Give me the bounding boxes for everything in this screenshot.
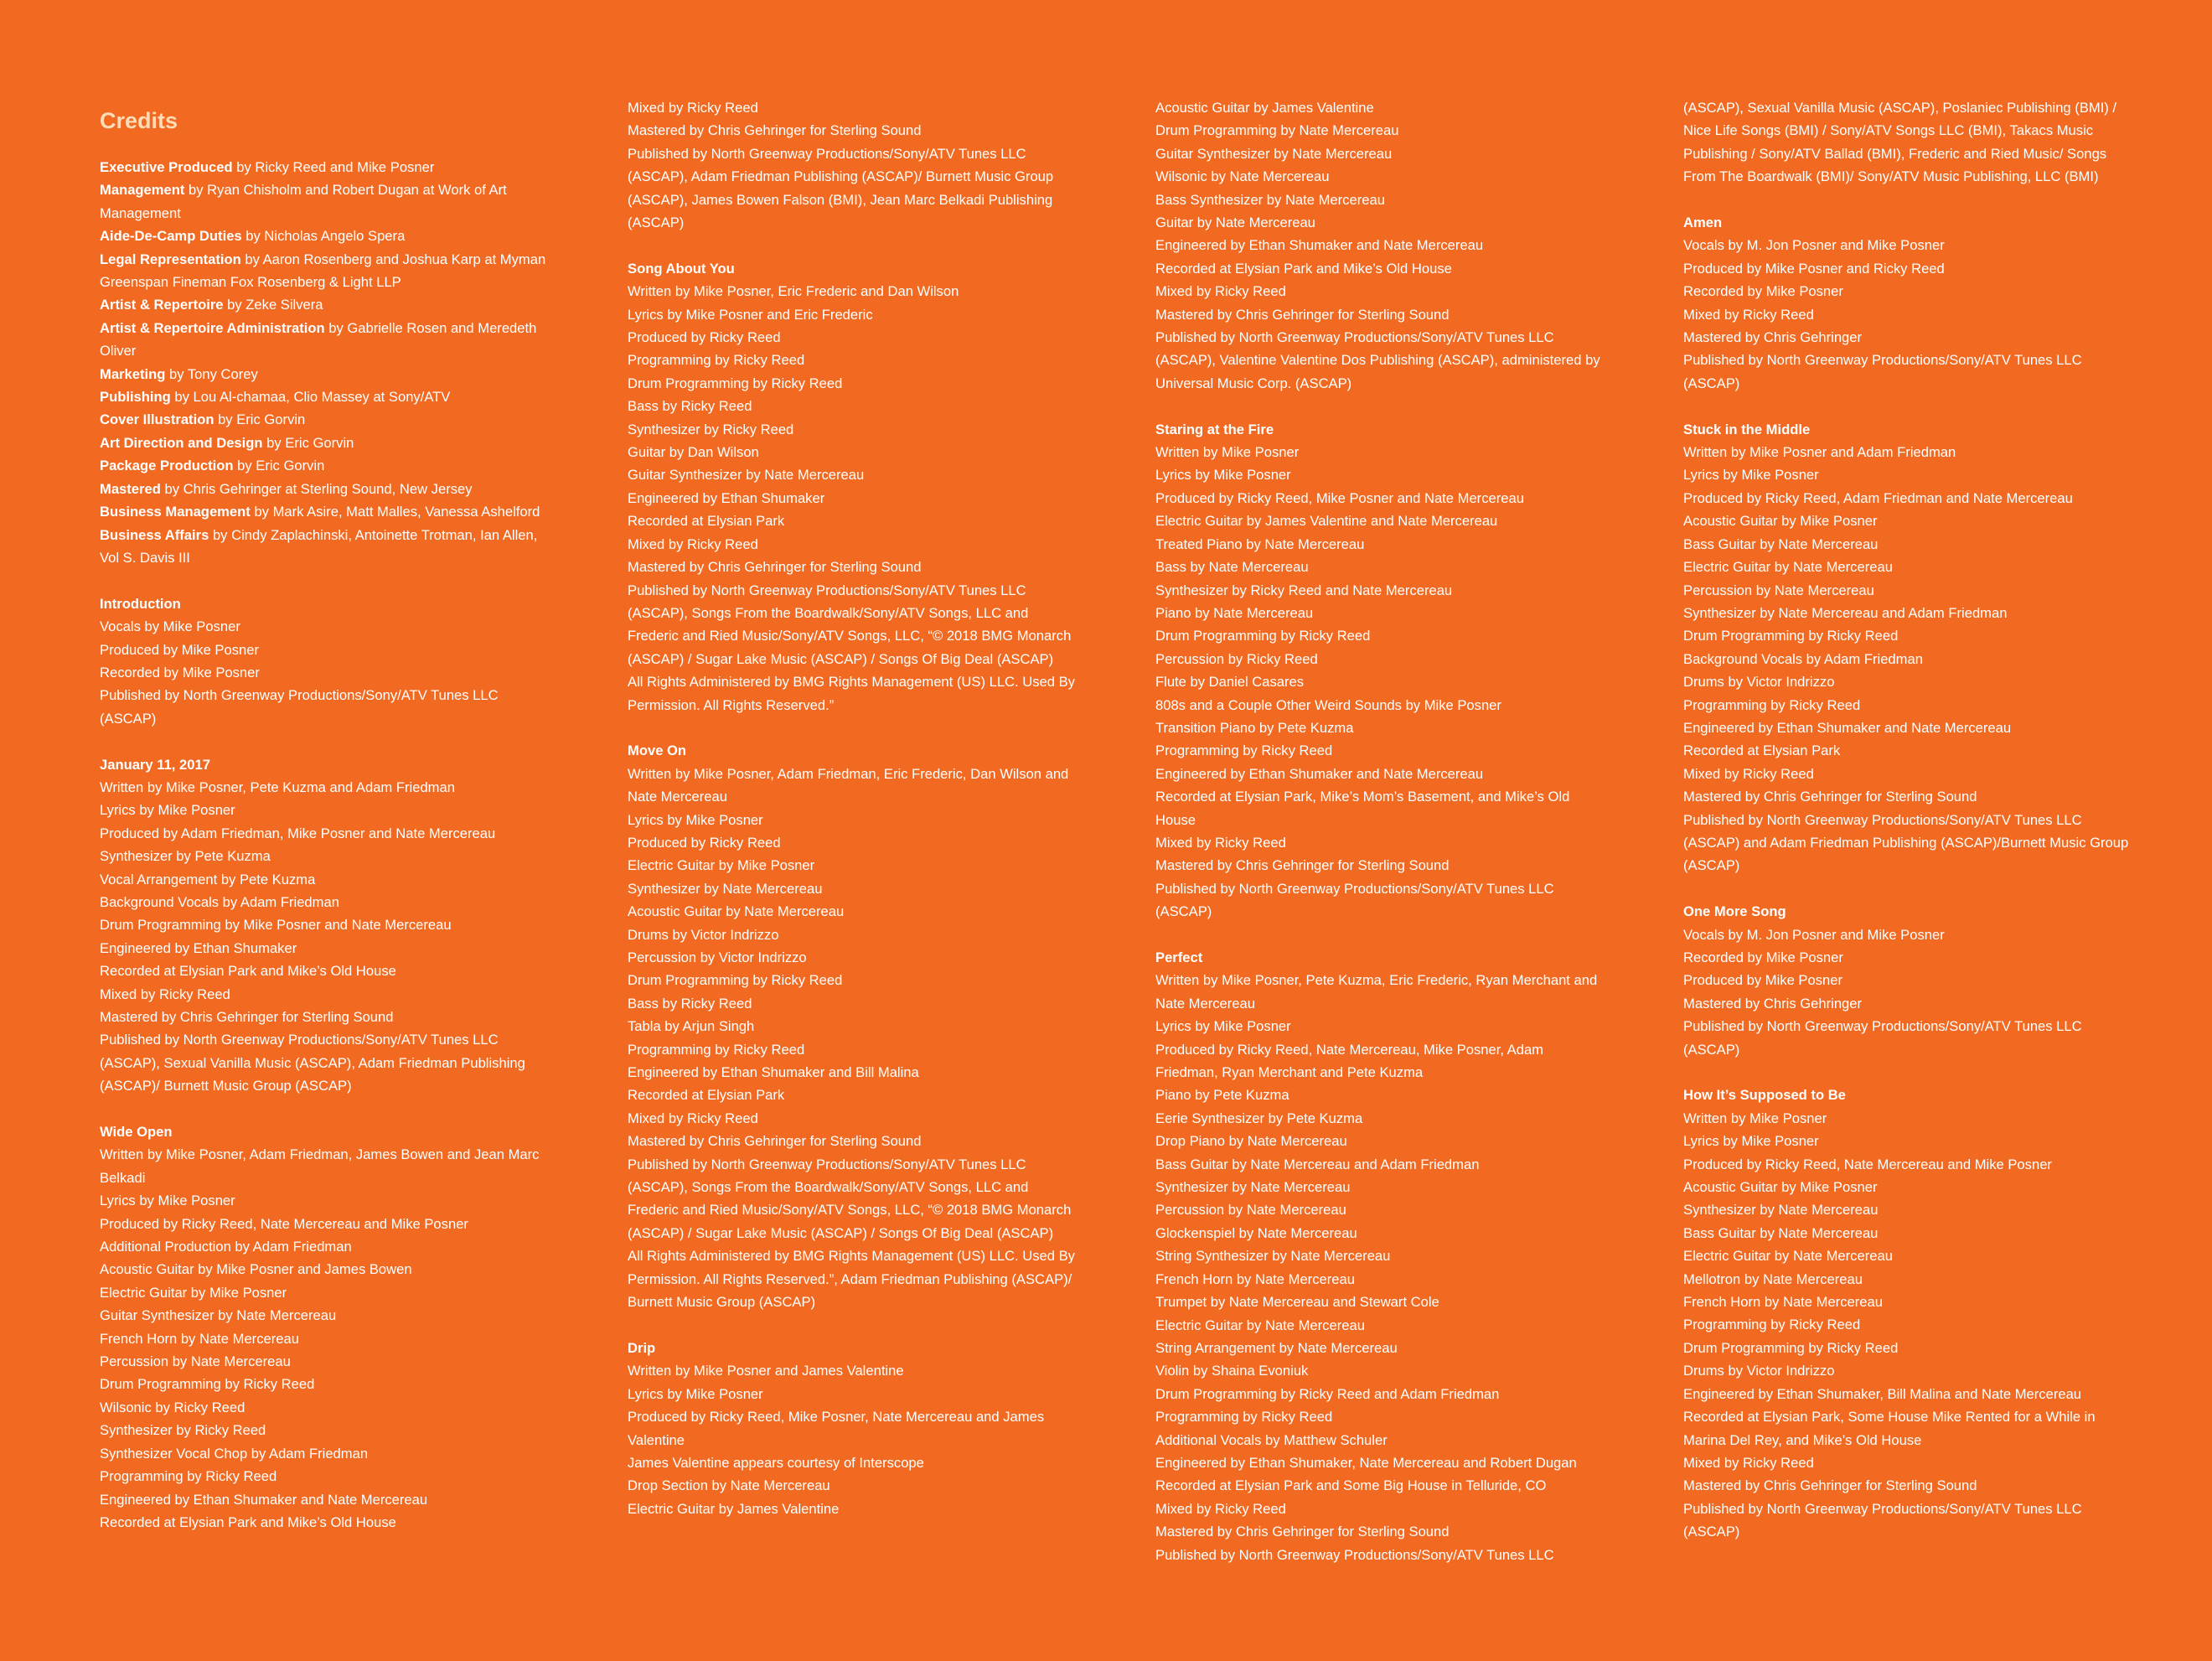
column-sections [1155,96,1608,1566]
credit-line: Recorded at Elysian Park and Mike’s Old House [100,963,396,980]
credit-line: Acoustic Guitar by Nate Mercereau [628,903,845,920]
song-section [1683,1084,2136,1543]
credit-line [100,179,552,225]
credit-line: Acoustic Guitar by Mike Posner and James Bowen [100,1261,412,1278]
credits-column-4 [1683,96,2136,1566]
credit-line: Mastered by Chris Gehringer for Sterling Sound [628,1133,922,1150]
credit-line: Lyrics by Mike Posner [100,1193,235,1209]
song-section [100,592,552,730]
credit-line: Violin by Shaina Evoniuk [1155,1363,1309,1379]
credit-line: Written by Mike Posner, Eric Frederic and Dan Wilson [628,283,959,300]
credit-line: Mastered by Chris Gehringer [1683,329,1863,346]
credit-line: Drop Piano by Nate Mercereau [1155,1133,1347,1150]
credit-text: by Ryan Chisholm and Robert Dugan at Work of Art Management [100,182,507,221]
credit-line: Guitar Synthesizer by Nate Mercereau [1155,145,1393,162]
credit-line: Published by North Greenway Productions/Sony/ATV Tunes LLC (ASCAP), Valentine Valentine Dos Publishing (ASCAP), administered by Universal Music Corp. (ASCAP) [1155,329,1600,391]
credit-role: Business Affairs [100,526,209,543]
credit-text: by Eric Gorvin [233,458,325,474]
credit-line: Mellotron by Nate Mercereau [1683,1270,1863,1287]
credit-line [100,293,552,316]
credit-line: Synthesizer by Nate Mercereau [1155,1179,1351,1196]
credit-line: Bass by Ricky Reed [628,398,752,415]
credit-line: Bass Guitar by Nate Mercereau and Adam Friedman [1155,1156,1480,1172]
credit-line: Lyrics by Mike Posner [1155,1018,1291,1035]
credit-role: Artist & Repertoire [100,297,224,313]
credit-line: Bass by Ricky Reed [628,995,752,1012]
credit-line: Tabla by Arjun Singh [628,1018,755,1035]
credit-line: Wilsonic by Nate Mercereau [1155,168,1330,185]
credit-line: Vocals by M. Jon Posner and Mike Posner [1683,926,1945,943]
credit-line: Drum Programming by Ricky Reed [1155,628,1371,644]
credit-line: Published by North Greenway Productions/Sony/ATV Tunes LLC (ASCAP) [1683,1500,2082,1540]
credit-line: Flute by Daniel Casares [1155,674,1305,691]
credit-line: Mixed by Ricky Reed [1155,283,1286,300]
credit-role: Publishing [100,389,171,406]
credit-line: Acoustic Guitar by James Valentine [1155,100,1374,116]
credit-line: Lyrics by Mike Posner [1683,1133,1819,1150]
credit-line: Written by Mike Posner [1155,444,1300,461]
credit-line: Electric Guitar by James Valentine and Nate Mercereau [1155,513,1498,530]
credit-line: Recorded at Elysian Park and Some Big House in Telluride, CO [1155,1477,1547,1494]
credit-line: French Horn by Nate Mercereau [1155,1270,1355,1287]
credit-line: Bass Guitar by Nate Mercereau [1683,536,1879,552]
credit-line: Drums by Victor Indrizzo [1683,674,1835,691]
credit-line [100,524,552,570]
song-section [1683,96,2136,189]
song-title: One More Song [1683,903,1786,920]
credit-text: by Aaron Rosenberg and Joshua Karp at Myman Greenspan Fineman Fox Rosenberg & Light LLP [100,251,546,291]
song-title: Amen [1683,215,1723,231]
credit-line: Written by Mike Posner, Adam Friedman, Eric Frederic, Dan Wilson and Nate Mercereau [628,765,1069,805]
credit-line: Vocals by M. Jon Posner and Mike Posner [1683,237,1945,254]
credit-line: Produced by Ricky Reed [628,834,781,851]
credit-line: Mixed by Ricky Reed [628,100,758,116]
song-section [1155,946,1608,1566]
song-title: Perfect [1155,950,1203,965]
credit-line: Engineered by Ethan Shumaker and Bill Malina [628,1064,919,1081]
credit-line [100,363,552,385]
credit-line: Vocal Arrangement by Pete Kuzma [100,871,316,887]
credit-line: String Synthesizer by Nate Mercereau [1155,1248,1391,1265]
credit-role: Business Management [100,504,251,520]
song-title: Wide Open [100,1124,173,1141]
credit-line: Drums by Victor Indrizzo [628,926,779,943]
credit-line: Synthesizer by Ricky Reed [628,421,794,437]
song-section [1155,96,1608,395]
credit-line: Engineered by Ethan Shumaker [628,489,825,506]
credit-role: Aide-De-Camp Duties [100,228,242,245]
credit-text: by Tony Corey [165,365,258,382]
song-section [628,96,1080,234]
credit-line: Written by Mike Posner and James Valentine [628,1363,904,1379]
credit-line: Wilsonic by Ricky Reed [100,1399,245,1415]
credit-line: French Horn by Nate Mercereau [100,1330,299,1347]
credit-line [100,156,552,179]
credit-line: Engineered by Ethan Shumaker and Nate Mercereau [100,1491,428,1508]
credit-line: Published by North Greenway Productions/Sony/ATV Tunes LLC (ASCAP) [1683,1018,2082,1058]
credit-line: Lyrics by Mike Posner [1683,467,1819,484]
song-title: January 11, 2017 [100,756,210,773]
credit-line: Eerie Synthesizer by Pete Kuzma [1155,1110,1363,1126]
song-title: Song About You [628,260,735,277]
credit-role: Cover Illustration [100,411,214,428]
song-title: Drip [628,1339,656,1356]
credit-line: Drum Programming by Mike Posner and Nate Mercereau [100,917,452,934]
credits-column-2 [628,96,1080,1544]
credit-line: Drum Programming by Ricky Reed [628,972,843,989]
credit-line: Written by Mike Posner and Adam Friedman [1683,444,1956,461]
credit-line: Mastered by Chris Gehringer for Sterling Sound [628,559,922,576]
credit-line [100,248,552,294]
credit-line [100,385,552,408]
credit-text: by Eric Gorvin [214,411,306,428]
credit-line: Recorded at Elysian Park, Some House Mike Rented for a While in Marina Del Rey, and Mike’s Old House [1683,1409,2096,1448]
column-sections [1683,96,2136,1544]
credit-line: Produced by Ricky Reed, Mike Posner and Nate Mercereau [1155,489,1524,506]
credit-line: Engineered by Ethan Shumaker and Nate Mercereau [1155,237,1484,254]
credit-line: Drums by Victor Indrizzo [1683,1363,1835,1379]
song-title: Move On [628,743,687,759]
credit-line: Published by North Greenway Productions/Sony/ATV Tunes LLC (ASCAP) [1155,880,1554,920]
credit-line: Lyrics by Mike Posner and Eric Frederic [628,306,873,323]
credit-line: Mixed by Ricky Reed [628,536,758,552]
credit-line: Lyrics by Mike Posner [100,802,235,819]
credit-line: Electric Guitar by Nate Mercereau [1155,1317,1365,1333]
credit-line: Recorded by Mike Posner [1683,949,1843,965]
song-section [1683,418,2136,877]
credit-line: 808s and a Couple Other Weird Sounds by Mike Posner [1155,696,1501,713]
credit-role: Legal Representation [100,251,241,267]
credit-line: Drum Programming by Ricky Reed [1683,628,1899,644]
credit-line: Acoustic Guitar by Mike Posner [1683,1179,1878,1196]
credit-line: Mastered by Chris Gehringer for Sterling Sound [1683,1477,1977,1494]
credit-line: Produced by Ricky Reed, Nate Mercereau and Mike Posner [100,1215,468,1232]
credit-line: Mixed by Ricky Reed [100,986,230,1002]
credit-line: Programming by Ricky Reed [628,352,805,369]
song-section [628,1337,1080,1520]
song-section [628,257,1080,717]
credit-line: Mixed by Ricky Reed [1683,1454,1814,1471]
credit-text: by Cindy Zaplachinski, Antoinette Trotman, Ian Allen, Vol S. Davis III [100,526,538,566]
credit-line: Drum Programming by Ricky Reed [628,375,843,391]
credit-line: Background Vocals by Adam Friedman [100,893,339,910]
song-section [100,753,552,1098]
credit-line: Drum Programming by Ricky Reed and Adam Friedman [1155,1385,1500,1402]
song-title: How It’s Supposed to Be [1683,1087,1846,1104]
credit-line: Produced by Mike Posner [1683,972,1843,989]
credit-line: Recorded at Elysian Park [628,513,785,530]
credit-line: Recorded by Mike Posner [1683,283,1843,300]
credit-role: Executive Produced [100,159,233,175]
credit-line: Piano by Pete Kuzma [1155,1087,1289,1104]
credit-line: Engineered by Ethan Shumaker [100,939,297,956]
credit-line: Recorded at Elysian Park and Mike’s Old House [1155,260,1452,277]
credit-text: by Nicholas Angelo Spera [241,228,406,245]
credit-line: String Arrangement by Nate Mercereau [1155,1339,1398,1356]
credit-role: Mastered [100,480,161,497]
song-title: Introduction [100,595,181,612]
credit-text: by Zeke Silvera [223,297,323,313]
credit-line: Electric Guitar by James Valentine [628,1500,840,1517]
credit-line: Engineered by Ethan Shumaker and Nate Mercereau [1155,765,1484,782]
credit-line: James Valentine appears courtesy of Interscope [628,1454,924,1471]
credit-line: Bass Guitar by Nate Mercereau [1683,1224,1879,1241]
credit-line: Published by North Greenway Productions/Sony/ATV Tunes LLC (ASCAP), Adam Friedman Publishing (ASCAP)/ Burnett Music Group (ASCAP), James Bowen Falson (BMI), Jean Marc Belkadi Publishing (ASCAP) [628,145,1054,231]
credit-line: Programming by Ricky Reed [628,1041,805,1058]
song-title: Stuck in the Middle [1683,421,1811,437]
credit-line: Guitar Synthesizer by Nate Mercereau [100,1307,337,1324]
credit-line: Programming by Ricky Reed [1683,1317,1861,1333]
credits-column-1 [100,96,552,1557]
credit-line: Programming by Ricky Reed [1155,1409,1333,1426]
credit-line: Guitar by Nate Mercereau [1155,215,1315,231]
song-section [100,1120,552,1534]
credit-line: Mastered by Chris Gehringer for Sterling Sound [100,1009,394,1025]
credit-line: Lyrics by Mike Posner [628,811,763,828]
credit-line: Mixed by Ricky Reed [1683,306,1814,323]
credit-line: Recorded at Elysian Park [1683,743,1841,759]
credit-line: Glockenspiel by Nate Mercereau [1155,1224,1357,1241]
credit-line: Synthesizer by Pete Kuzma [100,848,271,865]
credit-line: Published by North Greenway Productions/Sony/ATV Tunes LLC (ASCAP) [100,687,499,727]
credit-line: Published by North Greenway Productions/Sony/ATV Tunes LLC (ASCAP) and Adam Friedman Publishing (ASCAP)/Burnett Music Group (ASCAP) [1683,811,2129,874]
credit-line [100,500,552,523]
credit-line: Produced by Adam Friedman, Mike Posner and Nate Mercereau [100,825,496,841]
song-section [1683,211,2136,395]
credit-line: Electric Guitar by Mike Posner [628,857,815,874]
credit-line: Produced by Mike Posner [100,641,260,658]
credit-line: Written by Mike Posner, Pete Kuzma and Adam Friedman [100,779,455,795]
credit-line: (ASCAP), Sexual Vanilla Music (ASCAP), Poslaniec Publishing (BMI) / Nice Life Songs (BMI) / Sony/ATV Songs LLC (BMI), Takacs Music Publishing / Sony/ATV Ballad (BMI), Frederic and Ried Music/ Songs From The Boardwalk (BMI)/ Sony/ATV Music Publishing, LLC (BMI) [1683,100,2117,185]
credit-line: Trumpet by Nate Mercereau and Stewart Cole [1155,1294,1439,1311]
credit-line: Transition Piano by Pete Kuzma [1155,719,1354,736]
credit-line: Lyrics by Mike Posner [628,1385,763,1402]
credit-line: Programming by Ricky Reed [1155,743,1333,759]
credit-line: Mastered by Chris Gehringer for Sterling Sound [1155,1524,1450,1540]
credit-line: French Horn by Nate Mercereau [1683,1294,1883,1311]
credit-line: Published by North Greenway Productions/Sony/ATV Tunes LLC (ASCAP), Songs From the Boardwalk/Sony/ATV Songs, LLC and Frederic and Ried Music/Sony/ATV Songs, LLC, “© 2018 BMG Monarch (ASCAP) / Sugar Lake Music (ASCAP) / Songs Of Big Deal (ASCAP) [628,582,1072,667]
credit-line: Background Vocals by Adam Friedman [1683,650,1923,667]
credit-line: Drum Programming by Nate Mercereau [1155,122,1399,139]
credit-text: by Chris Gehringer at Sterling Sound, New Jersey [160,480,473,497]
credit-line: All Rights Administered by BMG Rights Management (US) LLC. Used By Permission. All Rights Reserved.” [628,674,1075,713]
credit-text: by Mark Asire, Matt Malles, Vanessa Ashelford [250,504,540,520]
credit-line: Mixed by Ricky Reed [1683,765,1814,782]
credit-role: Art Direction and Design [100,434,263,451]
credit-line: Drum Programming by Ricky Reed [1683,1339,1899,1356]
credit-line: Mixed by Ricky Reed [1155,834,1286,851]
credit-line: Percussion by Ricky Reed [1155,650,1318,667]
credit-line: Vocals by Mike Posner [100,618,240,635]
credit-line: Lyrics by Mike Posner [1155,467,1291,484]
credit-line [100,432,552,454]
credit-line: Published by North Greenway Productions/Sony/ATV Tunes LLC (ASCAP) [1683,352,2082,391]
credit-line: Produced by Ricky Reed, Nate Mercereau, Mike Posner, Adam Friedman, Ryan Merchant and Pete Kuzma [1155,1041,1543,1081]
credit-line [100,454,552,477]
song-section [1683,900,2136,1061]
credit-line: Written by Mike Posner, Adam Friedman, James Bowen and Jean Marc Belkadi [100,1146,540,1186]
credit-line [100,408,552,431]
credit-line: Electric Guitar by Nate Mercereau [1683,559,1893,576]
credit-line: Recorded at Elysian Park [628,1087,785,1104]
credit-line: Recorded at Elysian Park and Mike’s Old House [100,1514,396,1530]
column-sections [628,96,1080,1520]
credit-line: Engineered by Ethan Shumaker and Nate Mercereau [1683,719,2012,736]
credits-column-3 [1155,96,1608,1589]
credit-line: Engineered by Ethan Shumaker, Bill Malina and Nate Mercereau [1683,1385,2082,1402]
credit-line: Electric Guitar by Nate Mercereau [1683,1248,1893,1265]
credit-line: Programming by Ricky Reed [100,1468,277,1485]
credit-line: Produced by Ricky Reed [628,329,781,346]
credit-line: Produced by Ricky Reed, Adam Friedman and Nate Mercereau [1683,489,2073,506]
credit-line [100,478,552,500]
credit-line: Produced by Ricky Reed, Mike Posner, Nate Mercereau and James Valentine [628,1409,1045,1448]
credit-line: Published by North Greenway Productions/Sony/ATV Tunes LLC (ASCAP), Songs From the Boardwalk/Sony/ATV Songs, LLC and Frederic and Ried Music/Sony/ATV Songs, LLC, “© 2018 BMG Monarch (ASCAP) / Sugar Lake Music (ASCAP) / Songs Of Big Deal (ASCAP) [628,1156,1072,1241]
credit-text: by Ricky Reed and Mike Posner [232,159,435,175]
credit-text: by Eric Gorvin [262,434,354,451]
credit-line: Mastered by Chris Gehringer for Sterling Sound [628,122,922,139]
credit-line: Written by Mike Posner [1683,1110,1827,1126]
credit-line: Mastered by Chris Gehringer for Sterling Sound [1155,306,1450,323]
credit-text: by Lou Al-chamaa, Clio Massey at Sony/ATV [170,389,451,406]
song-title: Staring at the Fire [1155,421,1274,437]
credit-line: Published by North Greenway Productions/Sony/ATV Tunes LLC [1155,1546,1554,1563]
credit-line [100,225,552,247]
credit-line: Drop Section by Nate Mercereau [628,1477,830,1494]
column-sections [100,592,552,1534]
credit-line: Bass by Nate Mercereau [1155,559,1309,576]
credit-line: Published by North Greenway Productions/Sony/ATV Tunes LLC (ASCAP), Sexual Vanilla Music (ASCAP), Adam Friedman Publishing (ASCAP)/ Burnett Music Group (ASCAP) [100,1032,525,1094]
credit-line: Produced by Ricky Reed, Nate Mercereau and Mike Posner [1683,1156,2052,1172]
credit-line: Recorded by Mike Posner [100,664,260,680]
credit-line: Guitar by Dan Wilson [628,444,759,461]
credit-line: Additional Production by Adam Friedman [100,1239,352,1255]
credit-line: Piano by Nate Mercereau [1155,604,1314,621]
credit-line: Percussion by Nate Mercereau [1683,582,1874,598]
song-section [1155,418,1608,924]
credit-line: Bass Synthesizer by Nate Mercereau [1155,191,1385,208]
credit-line: Mastered by Chris Gehringer for Sterling Sound [1683,789,1977,805]
credit-line: Synthesizer by Ricky Reed [100,1422,266,1439]
page-title: Credits [100,108,178,133]
credit-line: Programming by Ricky Reed [1683,696,1861,713]
credit-text: by Gabrielle Rosen and Meredeth Oliver [100,319,537,360]
credit-role: Artist & Repertoire Administration [100,319,325,336]
general-credits [100,156,552,569]
credit-line: Engineered by Ethan Shumaker, Nate Mercereau and Robert Dugan [1155,1454,1577,1471]
credit-line: Treated Piano by Nate Mercereau [1155,536,1365,552]
credit-line: Synthesizer by Nate Mercereau [1683,1202,1879,1219]
credit-line: Acoustic Guitar by Mike Posner [1683,513,1878,530]
song-section [628,739,1080,1313]
credit-line: Additional Vocals by Matthew Schuler [1155,1431,1388,1448]
credit-line: Synthesizer by Ricky Reed and Nate Mercereau [1155,582,1453,598]
credit-line [100,317,552,363]
credit-line: Drum Programming by Ricky Reed [100,1376,315,1393]
credit-line: Mastered by Chris Gehringer for Sterling Sound [1155,857,1450,874]
credit-line: Electric Guitar by Mike Posner [100,1284,287,1301]
credit-line: Produced by Mike Posner and Ricky Reed [1683,260,1945,277]
credit-line: All Rights Administered by BMG Rights Management (US) LLC. Used By Permission. All Rights Reserved.”, Adam Friedman Publishing (ASCAP)/ Burnett Music Group (ASCAP) [628,1248,1075,1311]
credit-line: Written by Mike Posner, Pete Kuzma, Eric Frederic, Ryan Merchant and Nate Mercereau [1155,972,1598,1012]
credit-role: Management [100,182,185,199]
credit-line: Percussion by Nate Mercereau [1155,1202,1346,1219]
credit-line: Percussion by Nate Mercereau [100,1353,291,1370]
credit-line: Mixed by Ricky Reed [628,1110,758,1126]
credit-role: Package Production [100,458,234,474]
credit-line: Percussion by Victor Indrizzo [628,950,807,965]
credit-line: Synthesizer by Nate Mercereau and Adam Friedman [1683,604,2008,621]
credit-line: Synthesizer Vocal Chop by Adam Friedman [100,1445,369,1462]
credit-line: Synthesizer by Nate Mercereau [628,880,823,897]
credit-role: Marketing [100,365,166,382]
credit-line: Mastered by Chris Gehringer [1683,995,1863,1012]
credit-line: Recorded at Elysian Park, Mike’s Mom’s Basement, and Mike’s Old House [1155,789,1570,828]
credit-line: Guitar Synthesizer by Nate Mercereau [628,467,865,484]
credit-line: Mixed by Ricky Reed [1155,1500,1286,1517]
